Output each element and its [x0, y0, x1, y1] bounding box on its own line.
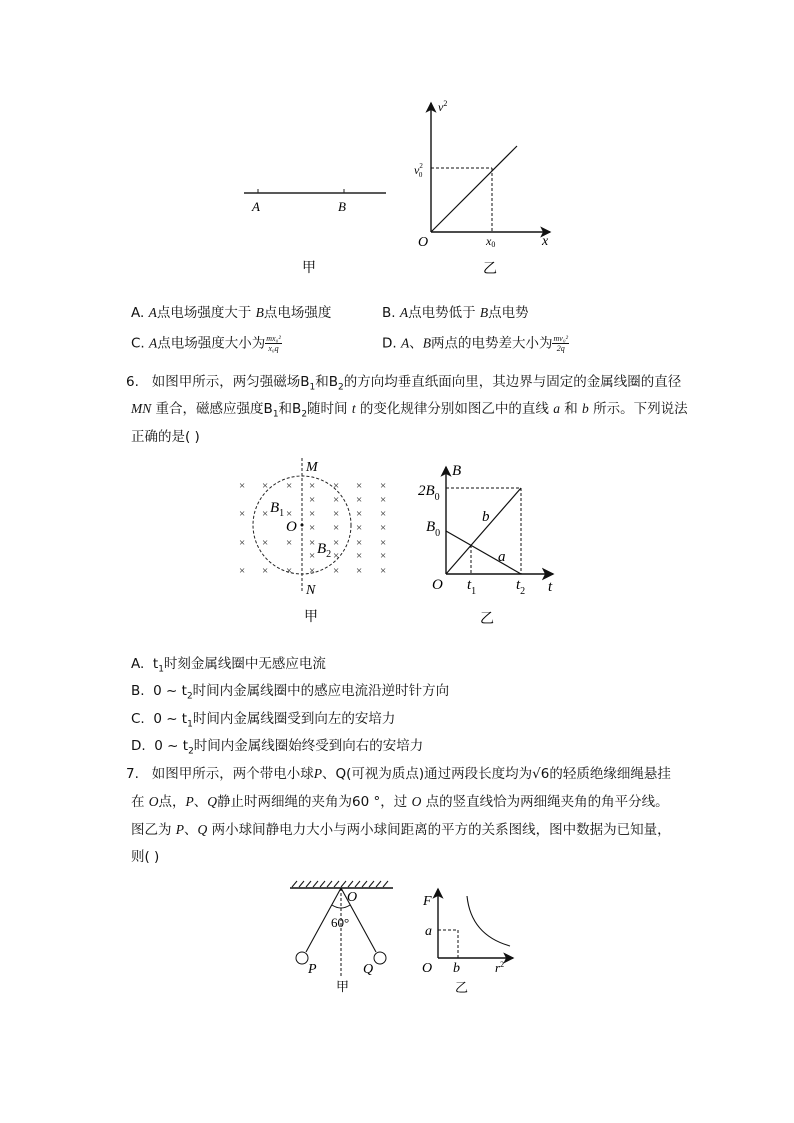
svg-text:×: ×: [333, 522, 340, 534]
figure-caption-jia: 甲: [336, 980, 350, 995]
svg-text:×: ×: [380, 550, 387, 562]
svg-text:×: ×: [333, 565, 340, 577]
q7-stem-line4: 则( ): [131, 849, 160, 865]
point-b-label: B: [338, 199, 346, 214]
svg-text:×: ×: [239, 537, 246, 549]
figure-caption-yi: 乙: [483, 261, 497, 277]
svg-text:B: B: [452, 463, 462, 479]
svg-text:2B0: $2B_0$: [418, 483, 440, 503]
svg-text:×: ×: [333, 508, 340, 520]
q5-option-b[interactable]: B. A点电势低于 B点电势: [382, 305, 529, 321]
svg-text:×: ×: [333, 537, 340, 549]
formula-fraction: $\frac{\text{mv₀²}}{2q}$: [553, 334, 568, 353]
svg-text:O: O: [418, 235, 429, 250]
svg-text:O: O: [286, 519, 297, 535]
svg-text:x: x: [542, 234, 549, 249]
svg-text:r2: $r^2$: [495, 960, 505, 975]
q6-figure-jia-magnetic-field: [230, 455, 410, 630]
svg-text:B0: $B_0$: [426, 519, 441, 539]
q7-figure-yi-f-r2-graph: [415, 875, 525, 1000]
svg-text:b: b: [453, 961, 460, 976]
svg-text:×: ×: [380, 522, 387, 534]
svg-text:×: ×: [262, 565, 269, 577]
svg-text:t: t: [548, 579, 553, 595]
svg-text:×: ×: [333, 494, 340, 506]
svg-text:×: ×: [333, 550, 340, 562]
svg-text:x0: x0: [486, 234, 496, 249]
ceiling-hatch: [292, 881, 388, 887]
q6-stem-line2: MN 重合，磁感应强度$B_1$和$B_2$随时间 t 的变化规律分别如图乙中的直线 a 和 b 所示。下列说法: [131, 401, 688, 420]
svg-text:×: ×: [286, 508, 293, 520]
svg-text:O: O: [422, 961, 433, 976]
svg-text:×: ×: [309, 522, 316, 534]
figure-caption-yi: 乙: [480, 611, 494, 627]
svg-text:×: ×: [239, 565, 246, 577]
svg-text:×: ×: [286, 537, 293, 549]
svg-text:×: ×: [262, 537, 269, 549]
svg-text:F: F: [423, 894, 432, 909]
svg-text:O: O: [432, 577, 443, 593]
svg-text:×: ×: [309, 550, 316, 562]
q5-option-d[interactable]: D. A、B两点的电势差大小为 $\frac{\text{mv₀²}}{2q}$: [382, 334, 568, 353]
svg-text:O: O: [347, 890, 358, 905]
svg-text:×: ×: [309, 565, 316, 577]
svg-text:×: ×: [380, 480, 387, 492]
q6-figure-yi-b-t-graph: [410, 455, 570, 630]
svg-text:×: ×: [356, 537, 363, 549]
svg-text:P: P: [308, 962, 317, 977]
q6-option-b[interactable]: B. 0 ~ $t_2$时间内金属线圈中的感应电流沿逆时针方向: [131, 683, 450, 702]
svg-text:×: ×: [333, 480, 340, 492]
svg-text:×: ×: [356, 494, 363, 506]
svg-text:×: ×: [356, 565, 363, 577]
svg-text:×: ×: [380, 537, 387, 549]
svg-text:×: ×: [286, 480, 293, 492]
figure-caption-yi: 乙: [455, 981, 469, 996]
svg-text:60°: 60°: [331, 915, 350, 930]
svg-text:×: ×: [309, 494, 316, 506]
svg-text:b: b: [482, 509, 490, 525]
svg-text:B1: $B_1$: [270, 500, 285, 519]
q5-option-c[interactable]: C. A点电场强度大小为 $\frac{\text{mx₀²}}{\text{x₀q}}$: [131, 334, 281, 353]
svg-text:×: ×: [356, 480, 363, 492]
svg-text:×: ×: [262, 480, 269, 492]
svg-text:v2: $v^2$: [438, 99, 448, 114]
svg-text:a: a: [498, 549, 506, 565]
svg-text:×: ×: [380, 508, 387, 520]
svg-text:a: a: [425, 924, 432, 939]
q6-stem-line1: 6. 如图甲所示，两匀强磁场$B_1$和$B_2$的方向均垂直纸面向里，其边界与固定的金属线圈的直径: [126, 374, 682, 393]
svg-text:×: ×: [380, 565, 387, 577]
svg-text:×: ×: [239, 480, 246, 492]
q5-figure-yi-v2-x-graph: [400, 95, 570, 280]
q5-figure-jia: [230, 170, 400, 280]
svg-text:×: ×: [262, 508, 269, 520]
svg-text:×: ×: [309, 508, 316, 520]
svg-text:×: ×: [356, 522, 363, 534]
q7-stem-line3: 图乙为 P、Q 两小球间静电力大小与两小球间距离的平方的关系图线，图中数据为已知量，: [131, 822, 671, 838]
svg-text:×: ×: [356, 550, 363, 562]
q5-option-a[interactable]: A. A点电场强度大于 B点电场强度: [131, 305, 332, 321]
figure-caption-jia: 甲: [302, 260, 316, 276]
svg-text:×: ×: [286, 565, 293, 577]
q7-figure-jia-pendulum: [280, 875, 410, 1000]
svg-text:M: M: [306, 460, 318, 475]
svg-text:×: ×: [309, 537, 316, 549]
svg-text:N: N: [306, 583, 316, 598]
q7-stem-line2: 在 O点，P、Q静止时两细绳的夹角为60 °，过 O 点的竖直线恰为两细绳夹角的角平分线。: [131, 794, 669, 810]
formula-fraction: $\frac{\text{mx₀²}}{\text{x₀q}}$: [266, 334, 281, 353]
svg-text:×: ×: [356, 508, 363, 520]
svg-text:v20: $v^2$ 0: [414, 162, 423, 179]
q6-option-c[interactable]: C. 0 ~ $t_1$时间内金属线圈受到向左的安培力: [131, 711, 396, 730]
q7-stem-line1: 7. 如图甲所示，两个带电小球P、Q(可视为质点)通过两段长度均为√6的轻质绝缘细绳悬挂: [126, 766, 671, 782]
svg-text:×: ×: [380, 494, 387, 506]
field-cross-marks: [239, 480, 386, 577]
svg-text:B2: $B_2$: [317, 541, 332, 560]
svg-text:×: ×: [309, 480, 316, 492]
svg-text:×: ×: [239, 508, 246, 520]
svg-text:t1: $t_1$: [467, 577, 477, 597]
figure-caption-jia: 甲: [304, 609, 318, 625]
q6-option-d[interactable]: D. 0 ~ $t_2$时间内金属线圈始终受到向右的安培力: [131, 738, 424, 757]
q6-stem-line3: 正确的是( ): [131, 429, 200, 445]
point-a-label: A: [252, 199, 260, 214]
q6-option-a[interactable]: A. $t_1$时刻金属线圈中无感应电流: [131, 656, 326, 675]
svg-text:t2: $t_2$: [516, 577, 526, 597]
svg-text:Q: Q: [363, 962, 374, 977]
